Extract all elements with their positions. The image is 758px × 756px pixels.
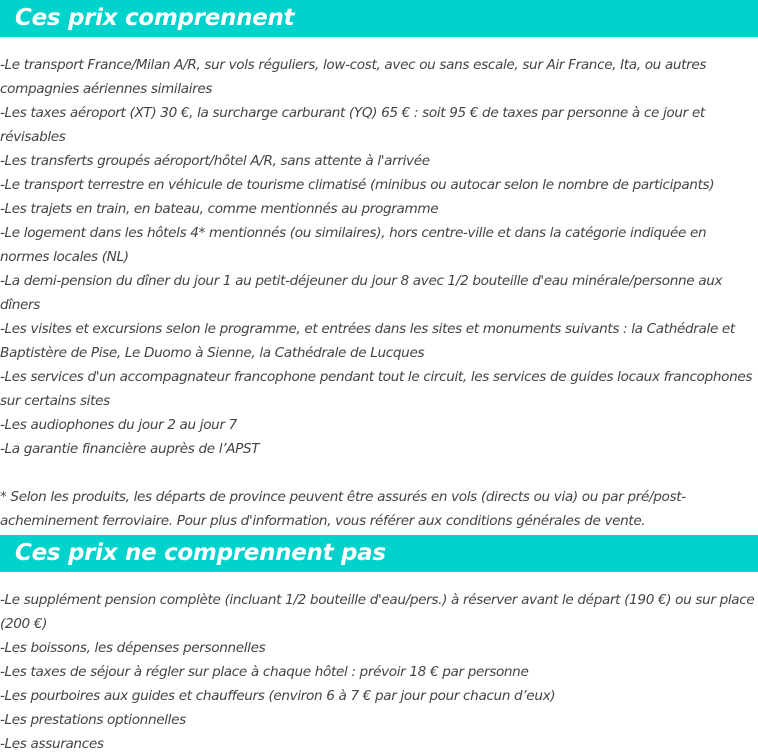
list-item: -Les trajets en train, en bateau, comme mentionnés au programme [0,201,439,217]
list-item: -Le supplément pension complète (incluant 1/2 bouteille d'eau/pers.) à réserver avant le départ (190 €) ou sur place (200 €) [0,592,755,632]
list-item: -La demi-pension du dîner du jour 1 au petit-déjeuner du jour 8 avec 1/2 bouteille d'eau minérale/personne aux dîners [0,273,723,313]
list-item: -Les pourboires aux guides et chauffeurs (environ 6 à 7 € par jour pour chacun d’eux) [0,688,556,704]
list-item: -Le transport France/Milan A/R, sur vols réguliers, low-cost, avec ou sans escale, sur Air France, Ita, ou autres compagnies aériennes similaires [0,57,707,97]
included-list [0,53,758,533]
list-item: -Les audiophones du jour 2 au jour 7 [0,417,237,433]
list-item: -Les prestations optionnelles [0,712,186,728]
list-item: -Les services d'un accompagnateur francophone pendant tout le circuit, les services de guides locaux francophones sur certains sites [0,369,753,409]
section-header-excluded: Ces prix ne comprennent pas [0,535,758,572]
list-item: -Les taxes aéroport (XT) 30 €, la surcharge carburant (YQ) 65 € : soit 95 € de taxes par personne à ce jour et révisables [0,105,705,145]
spacer [0,461,758,485]
list-item: -Le logement dans les hôtels 4* mentionnés (ou similaires), hors centre-ville et dans la catégorie indiquée en normes locales (NL) [0,225,707,265]
list-item: -Les assurances [0,736,104,752]
list-item: -Le transport terrestre en véhicule de tourisme climatisé (minibus ou autocar selon le nombre de participants) [0,177,715,193]
list-item: -Les transferts groupés aéroport/hôtel A/R, sans attente à l'arrivée [0,153,430,169]
footnote: * Selon les produits, les départs de province peuvent être assurés en vols (directs ou via) ou par pré/post-acheminement ferroviaire. Pour plus d'information, vous référer aux conditions générales de vente. [0,489,686,529]
list-item: -Les boissons, les dépenses personnelles [0,640,266,656]
excluded-list [0,588,758,756]
list-item: -La garantie financière auprès de l’APST [0,441,260,457]
section-header-included: Ces prix comprennent [0,0,758,37]
list-item: -Les visites et excursions selon le programme, et entrées dans les sites et monuments suivants : la Cathédrale et Baptistère de Pise, Le Duomo à Sienne, la Cathédrale de Lucques [0,321,735,361]
list-item: -Les taxes de séjour à régler sur place à chaque hôtel : prévoir 18 € par personne [0,664,529,680]
